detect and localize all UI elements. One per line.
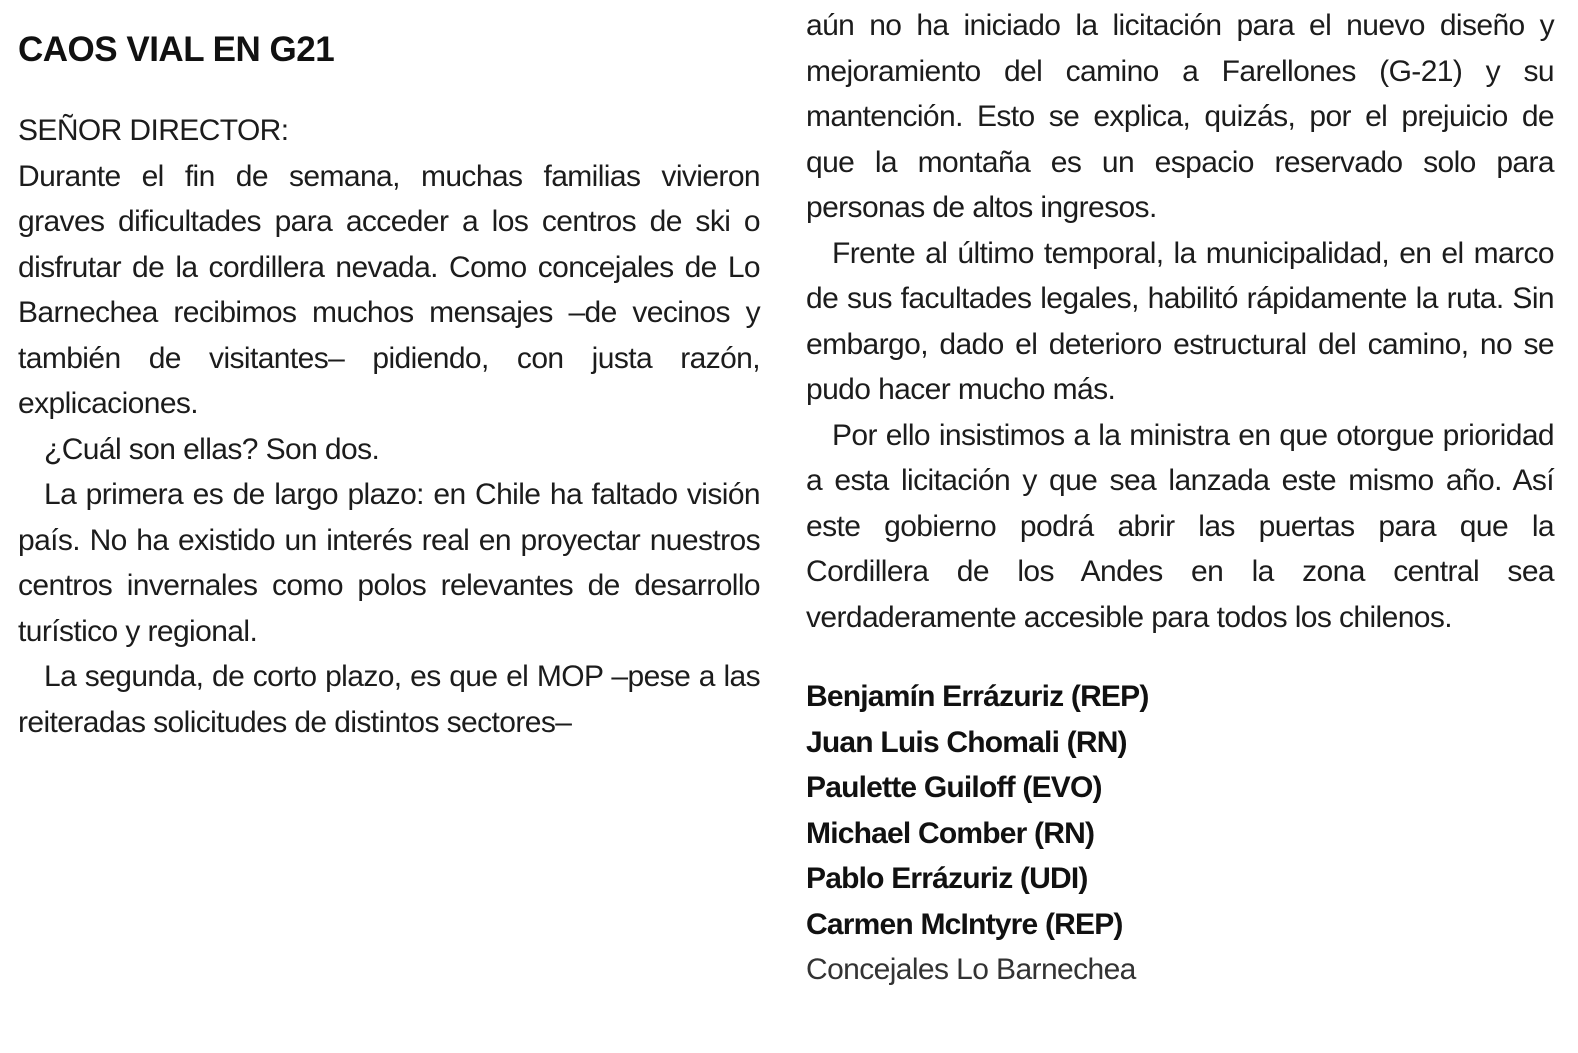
paragraph: Por ello insistimos a la ministra en que otorgue prioridad a esta licitación y que sea lanzada este mismo año. Así este gobierno podrá abrir las puertas para que la Cordillera de los Andes en la zona central sea verdaderamente accesible para todos los chilenos. <box>806 418 1554 634</box>
signatory-name: Michael Comber (RN) <box>806 816 1095 850</box>
right-column <box>806 0 1554 993</box>
right-body-text <box>806 3 1554 640</box>
signature-block <box>806 674 1554 993</box>
paragraph: aún no ha iniciado la licitación para el nuevo diseño y mejoramiento del camino a Farellones (G-21) y su mantención. Esto se explica, quizás, por el prejuicio de que la montaña es un espacio reservado solo para personas de altos ingresos. <box>806 9 1554 224</box>
paragraph: La primera es de largo plazo: en Chile ha faltado visión país. No ha existido un interés real en proyectar nuestros centros invernales como polos relevantes de desarrollo turístico y regional. <box>18 478 760 648</box>
paragraph: La segunda, de corto plazo, es que el MOP –pese a las reiteradas solicitudes de distintos sectores– <box>18 660 760 739</box>
signatory-name: Pablo Errázuriz (UDI) <box>806 862 1088 895</box>
left-body-text <box>18 154 760 746</box>
signatory-name: Carmen McIntyre (REP) <box>806 907 1123 941</box>
signatory-name: Paulette Guiloff (EVO) <box>806 771 1102 804</box>
headline: CAOS VIAL EN G21 <box>18 30 335 69</box>
salutation: SEÑOR DIRECTOR: <box>18 114 289 147</box>
signatory-role: Concejales Lo Barnechea <box>806 953 1136 986</box>
signatory-name: Benjamín Errázuriz (REP) <box>806 680 1149 713</box>
left-column <box>18 0 760 745</box>
paragraph: Durante el fin de semana, muchas familias vivieron graves dificultades para acceder a los centros de ski o disfrutar de la cordillera nevada. Como concejales de Lo Barnechea recibimos muchos mensajes –de vecinos y también de visitantes– pidiendo, con justa razón, explicaciones. <box>18 159 760 420</box>
signatory-name: Juan Luis Chomali (RN) <box>806 725 1127 759</box>
paragraph: Frente al último temporal, la municipalidad, en el marco de sus facultades legales, habilitó rápidamente la ruta. Sin embargo, dado el deterioro estructural del camino, no se pudo hacer mucho más. <box>806 236 1554 406</box>
paragraph: ¿Cuál son ellas? Son dos. <box>44 432 380 466</box>
